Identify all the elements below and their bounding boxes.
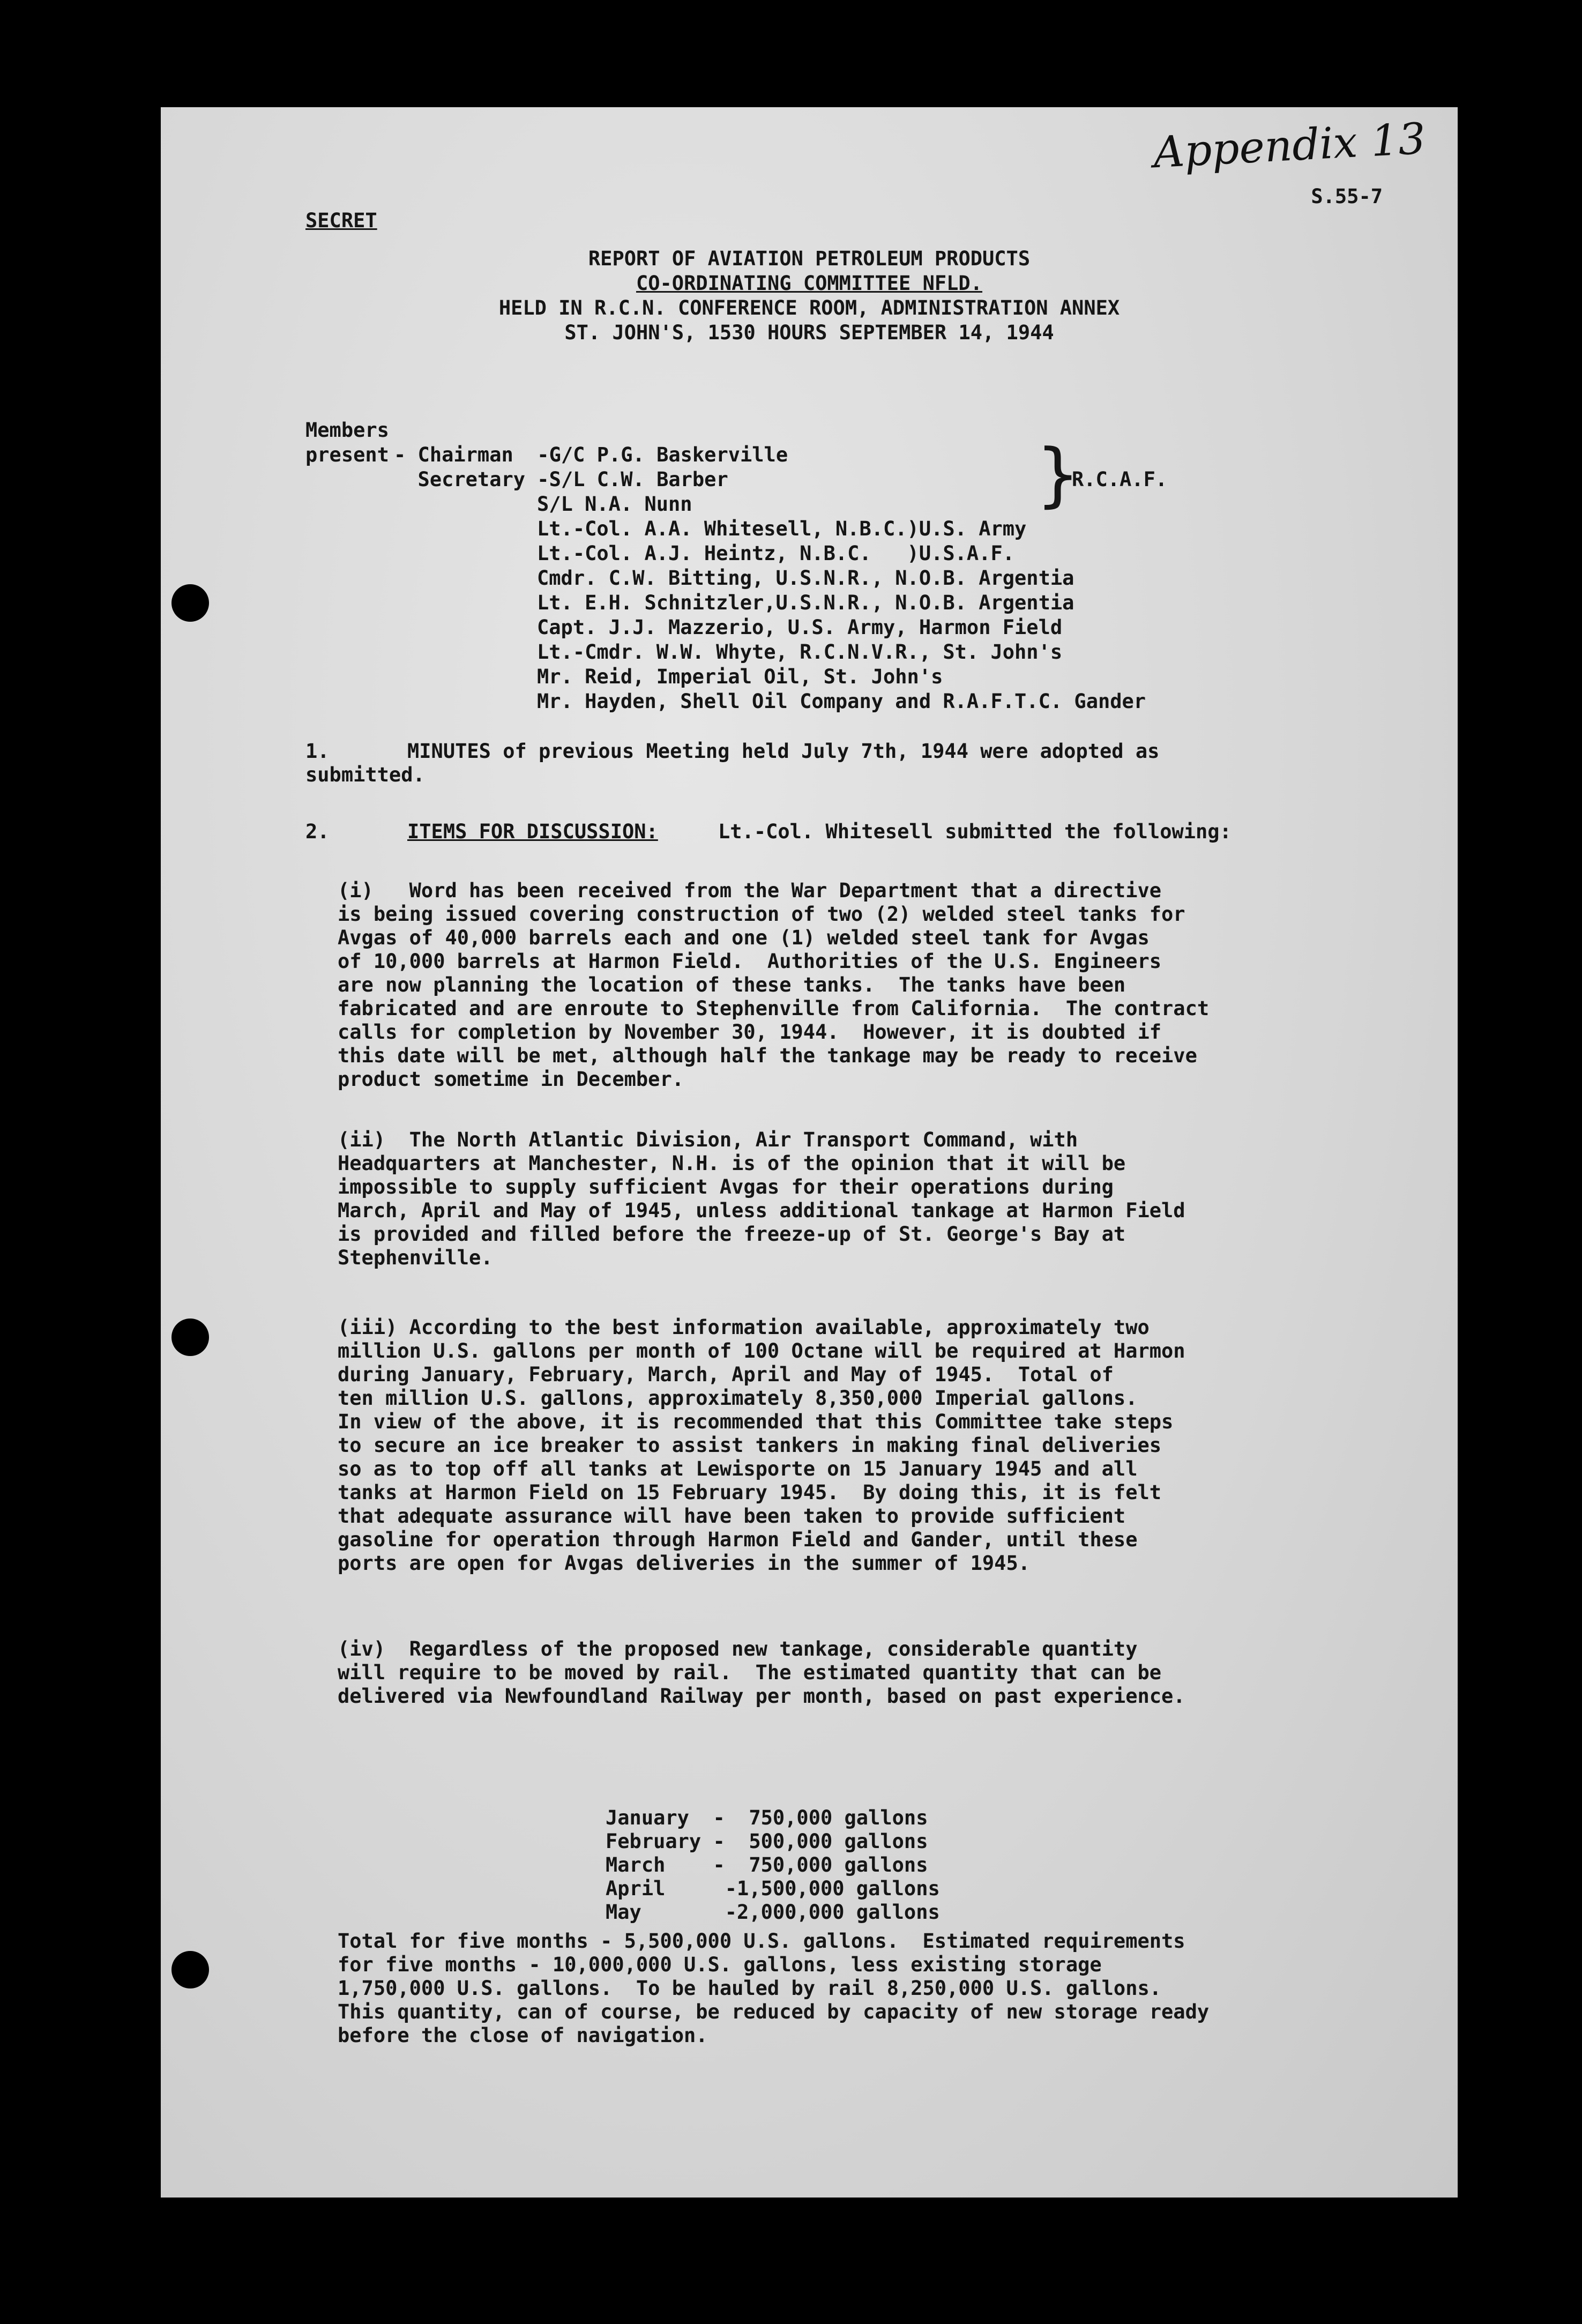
member-row bbox=[394, 517, 1305, 541]
monthly-row bbox=[606, 1901, 940, 1924]
members-label: Members bbox=[305, 419, 389, 442]
member-row bbox=[394, 467, 1305, 492]
month: May bbox=[606, 1901, 702, 1924]
member-name: S/L N.A. Nunn bbox=[537, 493, 692, 516]
month: January bbox=[606, 1806, 702, 1829]
member-row bbox=[394, 615, 1305, 640]
item-2-heading: ITEMS FOR DISCUSSION: bbox=[407, 820, 658, 843]
member-row bbox=[394, 665, 1305, 689]
handwritten-annotation: Appendix 13 bbox=[1152, 113, 1427, 178]
monthly-row bbox=[606, 1806, 940, 1830]
month: April bbox=[606, 1877, 702, 1900]
document-page bbox=[161, 107, 1458, 2198]
item-1-text: MINUTES of previous Meeting held July 7th, 1944 were adopted as submitted. bbox=[305, 740, 1160, 786]
month: March bbox=[606, 1853, 702, 1876]
paragraph-ii: (ii) The North Atlantic Division, Air Transport Command, with Headquarters at Manchester, N.H. is of the opinion that it will be impossible to supply sufficient Avgas for their operations during March, April and May of 1945, unless additional tankage at Harmon Field is provided and filled before the freeze-up of St. George's Bay at Stephenville. bbox=[338, 1128, 1185, 1269]
amount: - 750,000 gallons bbox=[713, 1853, 928, 1876]
brace: } bbox=[1037, 434, 1079, 515]
amount: -2,000,000 gallons bbox=[713, 1901, 940, 1924]
member-row bbox=[394, 689, 1305, 714]
member-row bbox=[394, 591, 1305, 615]
header-line-3: HELD IN R.C.N. CONFERENCE ROOM, ADMINISTRATION ANNEX bbox=[498, 296, 1120, 319]
amount: -1,500,000 gallons bbox=[713, 1877, 940, 1900]
header-line-4: ST. JOHN'S, 1530 HOURS SEPTEMBER 14, 1944 bbox=[564, 321, 1054, 344]
paragraph-total: Total for five months - 5,500,000 U.S. gallons. Estimated requirements for five months - 10,000,000 U.S. gallons, less existing storage 1,750,000 U.S. gallons. To be hauled by rail 8,250,000 U.S. gallons. This quantity, can of course, be reduced by capacity of new storage ready before the close of navigation. bbox=[338, 1930, 1210, 2047]
member-name: Cmdr. C.W. Bitting, U.S.N.R., N.O.B. Argentia bbox=[537, 567, 1074, 590]
item-2-number: 2. bbox=[305, 820, 330, 843]
monthly-row bbox=[606, 1853, 940, 1877]
month: February bbox=[606, 1830, 702, 1853]
member-row bbox=[394, 443, 1305, 467]
member-name: Lt.-Col. A.A. Whitesell, N.B.C.)U.S. Army bbox=[537, 517, 1027, 540]
member-role: - Chairman - bbox=[394, 443, 549, 466]
member-role: Secretary - bbox=[394, 468, 549, 491]
monthly-rail-table bbox=[606, 1806, 940, 1924]
member-row bbox=[394, 640, 1305, 665]
member-name: Mr. Reid, Imperial Oil, St. John's bbox=[537, 665, 943, 688]
member-name: S/L C.W. Barber bbox=[549, 468, 728, 491]
member-name: Mr. Hayden, Shell Oil Company and R.A.F.T.C. Gander bbox=[537, 690, 1146, 713]
rcaf-label: R.C.A.F. bbox=[1072, 468, 1168, 491]
amount: - 500,000 gallons bbox=[713, 1830, 928, 1853]
classification-label: SECRET bbox=[305, 209, 377, 232]
paragraph-i: (i) Word has been received from the War Department that a directive is being issued covering construction of two (2) welded steel tanks for Avgas of 40,000 barrels each and one (1) welded steel tank for Avgas of 10,000 barrels at Harmon Field. Authorities of the U.S. Engineers are now planning the location of these tanks. The tanks have been fabricated and are enroute to Stephenville from California. The contract calls for completion by November 30, 1944. However, it is doubted if this date will be met, although half the tankage may be ready to receive product sometime in December. bbox=[338, 879, 1210, 1091]
paragraph-iv: (iv) Regardless of the proposed new tankage, considerable quantity will require to be moved by rail. The estimated quantity that can be delivered via Newfoundland Railway per month, based on past experience. bbox=[338, 1637, 1185, 1708]
punch-hole bbox=[171, 584, 209, 622]
member-name: Lt. E.H. Schnitzler,U.S.N.R., N.O.B. Argentia bbox=[537, 591, 1074, 614]
punch-hole bbox=[171, 1951, 209, 1988]
member-name: Lt.-Col. A.J. Heintz, N.B.C. )U.S.A.F. bbox=[537, 542, 1015, 565]
monthly-row bbox=[606, 1877, 940, 1901]
amount: - 750,000 gallons bbox=[713, 1806, 928, 1829]
member-name: G/C P.G. Baskerville bbox=[549, 443, 788, 466]
member-row bbox=[394, 492, 1305, 517]
paragraph-iii: (iii) According to the best information available, approximately two million U.S. gallons per month of 100 Octane will be required at Harmon during January, February, March, April and May of 1945. Total of ten million U.S. gallons, approximately 8,350,000 Imperial gallons. In view of the above, it is recommended that this Committee take steps to secure an ice breaker to assist tankers in making final deliveries so as to top off all tanks at Lewisporte on 15 January 1945 and all tanks at Harmon Field on 15 February 1945. By doing this, it is felt that adequate assurance will have been taken to provide sufficient gasoline for operation through Harmon Field and Gander, until these ports are open for Avgas deliveries in the summer of 1945. bbox=[338, 1316, 1185, 1575]
present-label: present bbox=[305, 443, 389, 466]
punch-hole bbox=[171, 1319, 209, 1356]
item-2-intro: Lt.-Col. Whitesell submitted the following: bbox=[718, 820, 1232, 843]
member-name: Capt. J.J. Mazzerio, U.S. Army, Harmon Field bbox=[537, 616, 1063, 639]
monthly-row bbox=[606, 1830, 940, 1853]
reference-number: S.55-7 bbox=[1311, 185, 1383, 208]
member-row bbox=[394, 566, 1305, 591]
member-row bbox=[394, 541, 1305, 566]
item-1-number: 1. bbox=[305, 740, 330, 763]
header-line-2: CO-ORDINATING COMMITTEE NFLD. bbox=[636, 272, 982, 295]
member-name: Lt.-Cmdr. W.W. Whyte, R.C.N.V.R., St. John's bbox=[537, 640, 1063, 664]
header-line-1: REPORT OF AVIATION PETROLEUM PRODUCTS bbox=[588, 247, 1031, 270]
